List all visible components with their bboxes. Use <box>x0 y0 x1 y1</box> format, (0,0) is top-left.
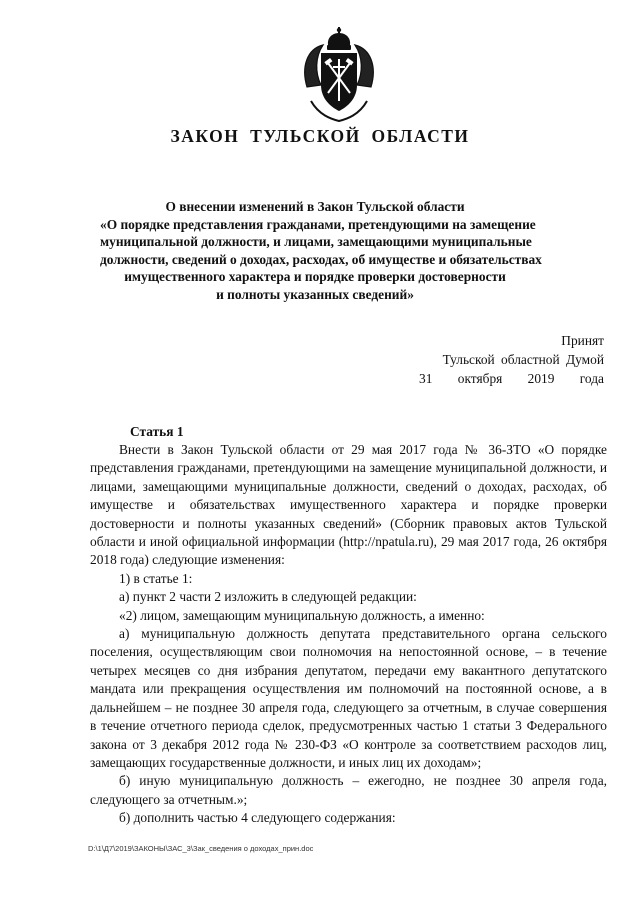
subject-line: и полноты указанных сведений» <box>216 286 414 302</box>
article-heading: Статья 1 <box>130 424 184 439</box>
paragraph: б) иную муниципальную должность – ежегодно, не позднее 30 апреля года, следующего за отчетным.»; <box>90 773 607 807</box>
adopted-label: Принят <box>561 333 604 348</box>
tula-coat-of-arms-icon <box>301 27 377 123</box>
file-path-footer: D:\1\Д7\2019\ЗАКОНЫ\ЗАС_3\Зак_сведения о доходах_прин.doc <box>88 844 314 853</box>
subject-line: имущественного характера и порядке проверки достоверности <box>124 269 506 284</box>
law-title: ЗАКОН ТУЛЬСКОЙ ОБЛАСТИ <box>170 126 470 146</box>
adopted-by: Тульской областной Думой <box>442 352 604 367</box>
subject-line: муниципальной должности, и лицами, замещающими муниципальные <box>100 234 532 249</box>
adopted-date: 31 октября 2019 года <box>419 371 604 386</box>
paragraph: «2) лицом, замещающим муниципальную должность, а именно: <box>119 607 485 623</box>
paragraph: 1) в статье 1: <box>119 570 193 586</box>
paragraph: а) муниципальную должность депутата представительного органа сельского поселения, осуществляющим свои полномочия на непостоянной основе, – в течение четырех месяцев со дня избрания депутатом, передачи ему вакантного депутатского мандата или прекращения осуществления им полномочий на постоянной основе, а в дальнейшем – не позднее 30 апреля года, следующего за отчетным, в случае совершения в течение отчетного периода сделок, предусмотренных частью 1 статьи 3 Федерального закона от 3 декабря 2012 года № 230-ФЗ «О контроле за соответствием расходов лиц, замещающих государственные должности, и иных лиц их доходам»; <box>90 626 607 770</box>
paragraph: а) пункт 2 части 2 изложить в следующей редакции: <box>119 589 417 605</box>
subject-line: «О порядке представления гражданами, претендующими на замещение <box>100 216 536 232</box>
paragraph: Внести в Закон Тульской области от 29 мая 2017 года № 36-ЗТО «О порядке представления гражданами, претендующими на замещение муниципальной должности, и лицами, замещающими муниципальные должности, сведений о доходах, расходах, об имуществе и обязательствах имущественного характера и порядке проверки достоверности и полноты указанных сведений» (Сборник правовых актов Тульской области и иной официальной информации (http://npatula.ru), 29 мая 2017 года, 26 октября 2018 года) следующие изменения: <box>90 442 607 568</box>
adoption-block <box>404 331 604 388</box>
article-body <box>90 441 607 828</box>
subject-line: О внесении изменений в Закон Тульской области <box>165 199 465 214</box>
law-subject <box>100 198 542 303</box>
subject-line: должности, сведений о доходах, расходах, об имуществе и обязательствах <box>100 251 542 267</box>
paragraph: б) дополнить частью 4 следующего содержания: <box>119 810 396 826</box>
